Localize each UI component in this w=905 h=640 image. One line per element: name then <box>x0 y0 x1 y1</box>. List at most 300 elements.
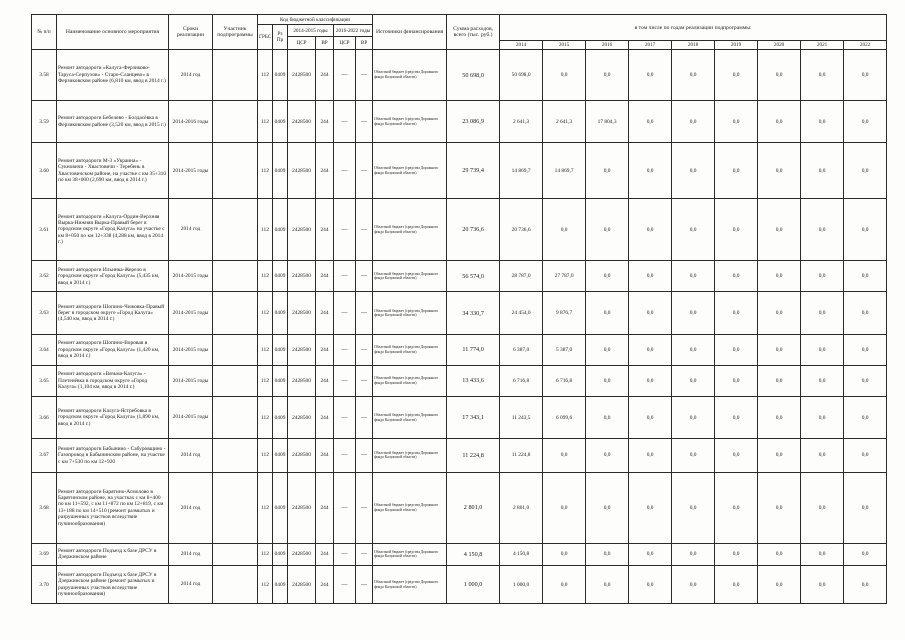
year-amount-2021: 0,0 <box>801 472 844 543</box>
total-amount: 56 574,0 <box>447 261 500 292</box>
row-number: 3.59 <box>32 101 57 143</box>
year-amount-2016: 0,0 <box>586 365 629 396</box>
year-amount-2015: 0,0 <box>543 50 586 101</box>
row-number: 3.68 <box>32 472 57 543</box>
code-csr: 2428500 <box>288 334 316 365</box>
year-amount-2017: 0,0 <box>629 543 672 565</box>
year-amount-2018: 0,0 <box>672 101 715 143</box>
implementation-term: 2014 год <box>169 50 213 101</box>
year-amount-2014: 4 150,8 <box>500 543 543 565</box>
funding-source: Областной бюджет (средства Дорожного фонда Калужской области) <box>373 261 447 292</box>
implementation-term: 2014 год <box>169 566 213 604</box>
year-amount-2016: 17 804,3 <box>586 101 629 143</box>
code-csr: 2428500 <box>288 566 316 604</box>
year-amount-2018: 0,0 <box>672 50 715 101</box>
year-amount-2016: 0,0 <box>586 566 629 604</box>
year-amount-2017: 0,0 <box>629 101 672 143</box>
year-amount-2020: 0,0 <box>758 439 801 472</box>
code-csr: 2428500 <box>288 261 316 292</box>
year-amount-2016: 0,0 <box>586 199 629 261</box>
year-amount-2017: 0,0 <box>629 261 672 292</box>
code-vr-2016: — <box>356 50 373 101</box>
year-amount-2020: 0,0 <box>758 50 801 101</box>
year-amount-2014: 2 641,3 <box>500 101 543 143</box>
year-amount-2017: 0,0 <box>629 50 672 101</box>
total-amount: 20 736,6 <box>447 199 500 261</box>
code-rzpr: 0409 <box>273 334 288 365</box>
total-amount: 13 433,6 <box>447 365 500 396</box>
participant <box>213 199 258 261</box>
code-vr: 244 <box>316 261 334 292</box>
year-amount-2018: 0,0 <box>672 566 715 604</box>
header-term: Сроки реализации <box>169 15 213 50</box>
year-amount-2022: 0,0 <box>844 199 887 261</box>
year-amount-2015: 6 099,6 <box>543 397 586 439</box>
measure-name: Ремонт автодороги Бебелево - Болдасёвка в Ферзиковском районе (3,520 км, ввод в 2015 г.) <box>57 101 169 143</box>
header-source: Источники финансирования <box>373 15 447 50</box>
row-number: 3.63 <box>32 292 57 334</box>
code-vr: 244 <box>316 472 334 543</box>
code-csr: 2428500 <box>288 397 316 439</box>
year-amount-2015: 9 876,7 <box>543 292 586 334</box>
code-csr: 2428500 <box>288 543 316 565</box>
code-rzpr: 0409 <box>273 365 288 396</box>
measure-name: Ремонт автодороги Калуга-Ястребовка в городском округе «Город Калуга» (1,890 км, ввод в 2014 г.) <box>57 397 169 439</box>
year-amount-2018: 0,0 <box>672 143 715 199</box>
code-vr: 244 <box>316 543 334 565</box>
table-body <box>32 50 887 604</box>
header-year-2022: 2022 <box>844 41 887 50</box>
measure-name: Ремонт автодороги Барятино-Асмолово в Барятинском районе, на участках с км 8+400 по км 11+592, с км 11+872 по км 12+819, с км 13+188 по км 14+510 (ремонт размытых и разрушенных участков вследствие пучинообразования) <box>57 472 169 543</box>
year-amount-2021: 0,0 <box>801 101 844 143</box>
code-csr: 2428500 <box>288 50 316 101</box>
header-2016-2022: 2016-2022 годы <box>334 25 373 37</box>
code-grbs: 112 <box>258 199 273 261</box>
implementation-term: 2014-2015 годы <box>169 292 213 334</box>
year-amount-2021: 0,0 <box>801 543 844 565</box>
code-csr-2016: — <box>334 50 356 101</box>
header-participant: Участник подпрограммы <box>213 15 258 50</box>
measure-name: Ремонт автодороги Подъезд к базе ДРСУ в Дзержинском районе (ремонт размытых и разрушенных участков вследствие пучинообразования) <box>57 566 169 604</box>
implementation-term: 2014-2015 годы <box>169 334 213 365</box>
table-row <box>32 439 887 472</box>
code-csr: 2428500 <box>288 439 316 472</box>
year-amount-2014: 24 454,0 <box>500 292 543 334</box>
implementation-term: 2014 год <box>169 439 213 472</box>
year-amount-2021: 0,0 <box>801 143 844 199</box>
year-amount-2020: 0,0 <box>758 397 801 439</box>
total-amount: 34 330,7 <box>447 292 500 334</box>
header-no: № п/п <box>32 15 57 50</box>
code-vr: 244 <box>316 439 334 472</box>
year-amount-2019: 0,0 <box>715 292 758 334</box>
code-grbs: 112 <box>258 101 273 143</box>
year-amount-2014: 14 869,7 <box>500 143 543 199</box>
year-amount-2020: 0,0 <box>758 566 801 604</box>
header-rzpr: Рз Пр <box>273 25 288 50</box>
total-amount: 29 739,4 <box>447 143 500 199</box>
year-amount-2019: 0,0 <box>715 50 758 101</box>
year-amount-2018: 0,0 <box>672 292 715 334</box>
code-vr: 244 <box>316 397 334 439</box>
code-csr: 2428500 <box>288 472 316 543</box>
header-year-2015: 2015 <box>543 41 586 50</box>
year-amount-2017: 0,0 <box>629 365 672 396</box>
total-amount: 50 698,0 <box>447 50 500 101</box>
code-rzpr: 0409 <box>273 439 288 472</box>
year-amount-2021: 0,0 <box>801 50 844 101</box>
participant <box>213 334 258 365</box>
row-number: 3.67 <box>32 439 57 472</box>
year-amount-2020: 0,0 <box>758 143 801 199</box>
year-amount-2017: 0,0 <box>629 397 672 439</box>
code-vr: 244 <box>316 566 334 604</box>
year-amount-2015: 0,0 <box>543 543 586 565</box>
row-number: 3.61 <box>32 199 57 261</box>
code-rzpr: 0409 <box>273 261 288 292</box>
header-code-group: Код бюджетной классификации <box>258 15 373 25</box>
implementation-term: 2014 год <box>169 199 213 261</box>
table-row <box>32 397 887 439</box>
header-name: Наименование основного мероприятия <box>57 15 169 50</box>
year-amount-2015: 0,0 <box>543 199 586 261</box>
funding-source: Областной бюджет (средства Дорожного фонда Калужской области) <box>373 439 447 472</box>
header-year-2016: 2016 <box>586 41 629 50</box>
code-rzpr: 0409 <box>273 566 288 604</box>
code-csr-2016: — <box>334 439 356 472</box>
total-amount: 11 774,0 <box>447 334 500 365</box>
year-amount-2015: 0,0 <box>543 566 586 604</box>
funding-source: Областной бюджет (средства Дорожного фонда Калужской области) <box>373 365 447 396</box>
implementation-term: 2014-2015 годы <box>169 397 213 439</box>
year-amount-2017: 0,0 <box>629 439 672 472</box>
year-amount-2018: 0,0 <box>672 472 715 543</box>
row-number: 3.58 <box>32 50 57 101</box>
code-vr: 244 <box>316 365 334 396</box>
implementation-term: 2014-2015 годы <box>169 365 213 396</box>
year-amount-2019: 0,0 <box>715 566 758 604</box>
year-amount-2022: 0,0 <box>844 543 887 565</box>
code-csr-2016: — <box>334 199 356 261</box>
participant <box>213 566 258 604</box>
year-amount-2014: 11 243,5 <box>500 397 543 439</box>
row-number: 3.66 <box>32 397 57 439</box>
code-rzpr: 0409 <box>273 292 288 334</box>
code-grbs: 112 <box>258 543 273 565</box>
code-csr-2016: — <box>334 101 356 143</box>
year-amount-2021: 0,0 <box>801 292 844 334</box>
table-row <box>32 566 887 604</box>
code-vr-2016: — <box>356 439 373 472</box>
year-amount-2016: 0,0 <box>586 543 629 565</box>
year-amount-2016: 0,0 <box>586 334 629 365</box>
year-amount-2015: 2 641,3 <box>543 101 586 143</box>
code-grbs: 112 <box>258 143 273 199</box>
implementation-term: 2014 год <box>169 543 213 565</box>
measure-name: Ремонт автодороги М-3 «Украина» - Сукновичи - Хвастовичи - Теребень в Хвастовичском районе, на участке с км 35+310 по км 38+000 (2,690 км, ввод в 2014 г.) <box>57 143 169 199</box>
year-amount-2022: 0,0 <box>844 397 887 439</box>
code-vr-2016: — <box>356 334 373 365</box>
code-vr-2016: — <box>356 292 373 334</box>
year-amount-2016: 0,0 <box>586 261 629 292</box>
year-amount-2021: 0,0 <box>801 397 844 439</box>
implementation-term: 2014-2015 годы <box>169 143 213 199</box>
measure-name: Ремонт автодороги Шопино-Воровая в городском округе «Город Калуга» (1,420 км, ввод в 2014 г.) <box>57 334 169 365</box>
measure-name: Ремонт автодороги Бабынино - Сабуровщино - Газопровод в Бабынинском районе, на участке с км 7+530 по км 12+920 <box>57 439 169 472</box>
table-row <box>32 101 887 143</box>
year-amount-2014: 6 387,0 <box>500 334 543 365</box>
code-grbs: 112 <box>258 439 273 472</box>
year-amount-2014: 2 801,0 <box>500 472 543 543</box>
code-csr-2016: — <box>334 472 356 543</box>
year-amount-2022: 0,0 <box>844 101 887 143</box>
year-amount-2018: 0,0 <box>672 199 715 261</box>
funding-source: Областной бюджет (средства Дорожного фонда Калужской области) <box>373 543 447 565</box>
code-grbs: 112 <box>258 50 273 101</box>
code-vr-2016: — <box>356 261 373 292</box>
code-vr-2016: — <box>356 543 373 565</box>
year-amount-2022: 0,0 <box>844 261 887 292</box>
code-csr: 2428500 <box>288 143 316 199</box>
year-amount-2015: 14 869,7 <box>543 143 586 199</box>
year-amount-2014: 20 736,6 <box>500 199 543 261</box>
row-number: 3.70 <box>32 566 57 604</box>
year-amount-2014: 1 000,0 <box>500 566 543 604</box>
year-amount-2015: 0,0 <box>543 472 586 543</box>
code-grbs: 112 <box>258 566 273 604</box>
year-amount-2019: 0,0 <box>715 543 758 565</box>
code-grbs: 112 <box>258 334 273 365</box>
code-csr: 2428500 <box>288 101 316 143</box>
total-amount: 2 801,0 <box>447 472 500 543</box>
total-amount: 17 343,1 <box>447 397 500 439</box>
participant <box>213 543 258 565</box>
year-amount-2014: 28 787,0 <box>500 261 543 292</box>
year-amount-2019: 0,0 <box>715 334 758 365</box>
year-amount-2019: 0,0 <box>715 439 758 472</box>
code-csr-2016: — <box>334 143 356 199</box>
year-amount-2015: 27 787,0 <box>543 261 586 292</box>
measure-name: Ремонт автодороги «Вязьма-Калуга» - Плетенёвка в городском округе «Город Калуга» (1,104 км, ввод в 2014 г.) <box>57 365 169 396</box>
funding-source: Областной бюджет (средства Дорожного фонда Калужской области) <box>373 50 447 101</box>
year-amount-2017: 0,0 <box>629 143 672 199</box>
code-rzpr: 0409 <box>273 143 288 199</box>
implementation-term: 2014-2016 годы <box>169 101 213 143</box>
header-vr: ВР <box>316 37 334 50</box>
measure-name: Ремонт автодороги Шопино-Чижовка-Правый берег в городском округе «Город Калуга» (4,540 км, ввод в 2014 г.) <box>57 292 169 334</box>
row-number: 3.60 <box>32 143 57 199</box>
year-amount-2016: 0,0 <box>586 397 629 439</box>
code-csr-2016: — <box>334 543 356 565</box>
total-amount: 23 086,9 <box>447 101 500 143</box>
code-grbs: 112 <box>258 397 273 439</box>
code-csr-2016: — <box>334 292 356 334</box>
header-year-2020: 2020 <box>758 41 801 50</box>
code-rzpr: 0409 <box>273 472 288 543</box>
header-csr-2: ЦСР <box>334 37 356 50</box>
year-amount-2017: 0,0 <box>629 566 672 604</box>
participant <box>213 50 258 101</box>
year-amount-2018: 0,0 <box>672 334 715 365</box>
code-grbs: 112 <box>258 292 273 334</box>
header-total: Сумма расходов, всего (тыс. руб.) <box>447 15 500 50</box>
year-amount-2019: 0,0 <box>715 397 758 439</box>
year-amount-2020: 0,0 <box>758 199 801 261</box>
table-row <box>32 334 887 365</box>
table-row <box>32 543 887 565</box>
year-amount-2017: 0,0 <box>629 199 672 261</box>
year-amount-2016: 0,0 <box>586 439 629 472</box>
year-amount-2016: 0,0 <box>586 472 629 543</box>
year-amount-2021: 0,0 <box>801 566 844 604</box>
implementation-term: 2014 год <box>169 472 213 543</box>
measure-name: Ремонт автодороги «Калуга-Ферзиково-Таруса-Серпухов» - Старо-Сланцево» в Ферзиковском районе (6,810 км, ввод в 2014 г.) <box>57 50 169 101</box>
year-amount-2015: 6 716,8 <box>543 365 586 396</box>
year-amount-2021: 0,0 <box>801 199 844 261</box>
year-amount-2015: 0,0 <box>543 439 586 472</box>
year-amount-2018: 0,0 <box>672 439 715 472</box>
header-years-group: в том числе по годам реализации подпрограммы: <box>500 15 887 41</box>
header-year-2017: 2017 <box>629 41 672 50</box>
year-amount-2020: 0,0 <box>758 472 801 543</box>
participant <box>213 439 258 472</box>
code-vr: 244 <box>316 101 334 143</box>
code-vr-2016: — <box>356 101 373 143</box>
total-amount: 11 224,8 <box>447 439 500 472</box>
year-amount-2014: 50 698,0 <box>500 50 543 101</box>
year-amount-2020: 0,0 <box>758 334 801 365</box>
funding-source: Областной бюджет (средства Дорожного фонда Калужской области) <box>373 334 447 365</box>
year-amount-2022: 0,0 <box>844 566 887 604</box>
table-row <box>32 472 887 543</box>
year-amount-2018: 0,0 <box>672 397 715 439</box>
year-amount-2020: 0,0 <box>758 292 801 334</box>
year-amount-2019: 0,0 <box>715 143 758 199</box>
code-rzpr: 0409 <box>273 199 288 261</box>
measure-name: Ремонт автодороги Подъезд к базе ДРСУ в Дзержинском районе <box>57 543 169 565</box>
year-amount-2017: 0,0 <box>629 334 672 365</box>
budget-table <box>31 14 887 604</box>
table-row <box>32 365 887 396</box>
year-amount-2018: 0,0 <box>672 261 715 292</box>
participant <box>213 397 258 439</box>
funding-source: Областной бюджет (средства Дорожного фонда Калужской области) <box>373 292 447 334</box>
funding-source: Областной бюджет (средства Дорожного фонда Калужской области) <box>373 143 447 199</box>
year-amount-2022: 0,0 <box>844 472 887 543</box>
funding-source: Областной бюджет (средства Дорожного фонда Калужской области) <box>373 472 447 543</box>
year-amount-2020: 0,0 <box>758 543 801 565</box>
code-csr: 2428500 <box>288 365 316 396</box>
implementation-term: 2014-2015 годы <box>169 261 213 292</box>
year-amount-2022: 0,0 <box>844 143 887 199</box>
total-amount: 4 150,8 <box>447 543 500 565</box>
participant <box>213 261 258 292</box>
code-csr-2016: — <box>334 397 356 439</box>
code-vr: 244 <box>316 50 334 101</box>
row-number: 3.65 <box>32 365 57 396</box>
year-amount-2022: 0,0 <box>844 292 887 334</box>
year-amount-2018: 0,0 <box>672 365 715 396</box>
funding-source: Областной бюджет (средства Дорожного фонда Калужской области) <box>373 397 447 439</box>
code-vr-2016: — <box>356 566 373 604</box>
header-vr-2: ВР <box>356 37 373 50</box>
code-vr-2016: — <box>356 472 373 543</box>
table-row <box>32 292 887 334</box>
header-year-2014: 2014 <box>500 41 543 50</box>
header-2014-2015: 2014-2015 годы <box>288 25 334 37</box>
total-amount: 1 000,0 <box>447 566 500 604</box>
code-csr-2016: — <box>334 365 356 396</box>
table-row <box>32 50 887 101</box>
table-row <box>32 261 887 292</box>
year-amount-2020: 0,0 <box>758 365 801 396</box>
code-grbs: 112 <box>258 261 273 292</box>
table-row <box>32 143 887 199</box>
year-amount-2019: 0,0 <box>715 261 758 292</box>
year-amount-2022: 0,0 <box>844 439 887 472</box>
year-amount-2021: 0,0 <box>801 261 844 292</box>
code-rzpr: 0409 <box>273 543 288 565</box>
header-csr: ЦСР <box>288 37 316 50</box>
year-amount-2019: 0,0 <box>715 199 758 261</box>
year-amount-2017: 0,0 <box>629 472 672 543</box>
year-amount-2015: 5 387,0 <box>543 334 586 365</box>
participant <box>213 365 258 396</box>
code-vr-2016: — <box>356 365 373 396</box>
code-vr: 244 <box>316 199 334 261</box>
year-amount-2021: 0,0 <box>801 439 844 472</box>
code-csr: 2428500 <box>288 292 316 334</box>
code-vr-2016: — <box>356 199 373 261</box>
code-rzpr: 0409 <box>273 101 288 143</box>
code-vr-2016: — <box>356 397 373 439</box>
code-vr: 244 <box>316 292 334 334</box>
table-header <box>32 15 887 50</box>
year-amount-2017: 0,0 <box>629 292 672 334</box>
participant <box>213 292 258 334</box>
year-amount-2019: 0,0 <box>715 365 758 396</box>
participant <box>213 101 258 143</box>
year-amount-2022: 0,0 <box>844 50 887 101</box>
header-grbs: ГРБС <box>258 25 273 50</box>
participant <box>213 472 258 543</box>
row-number: 3.64 <box>32 334 57 365</box>
year-amount-2020: 0,0 <box>758 261 801 292</box>
year-amount-2016: 0,0 <box>586 143 629 199</box>
year-amount-2022: 0,0 <box>844 365 887 396</box>
participant <box>213 143 258 199</box>
code-csr: 2428500 <box>288 199 316 261</box>
code-rzpr: 0409 <box>273 50 288 101</box>
funding-source: Областной бюджет (средства Дорожного фонда Калужской области) <box>373 199 447 261</box>
header-year-2021: 2021 <box>801 41 844 50</box>
header-year-2019: 2019 <box>715 41 758 50</box>
code-vr-2016: — <box>356 143 373 199</box>
code-grbs: 112 <box>258 365 273 396</box>
row-number: 3.62 <box>32 261 57 292</box>
year-amount-2021: 0,0 <box>801 334 844 365</box>
year-amount-2019: 0,0 <box>715 472 758 543</box>
year-amount-2014: 11 224,8 <box>500 439 543 472</box>
year-amount-2018: 0,0 <box>672 543 715 565</box>
measure-name: Ремонт автодороги «Калуга-Ордин-Верхняя Вырка-Нижняя Вырка-Правый берег в городском округе «Город Калуга» на участке с км 8+050 по км 12+338 (4,288 км, ввод в 2014 г.) <box>57 199 169 261</box>
year-amount-2019: 0,0 <box>715 101 758 143</box>
code-csr-2016: — <box>334 566 356 604</box>
measure-name: Ремонт автодороги Ильинка-Жерело в городском округе «Город Калуга» (5,435 км, ввод в 2014 г.) <box>57 261 169 292</box>
row-number: 3.69 <box>32 543 57 565</box>
year-amount-2014: 6 716,8 <box>500 365 543 396</box>
year-amount-2021: 0,0 <box>801 365 844 396</box>
